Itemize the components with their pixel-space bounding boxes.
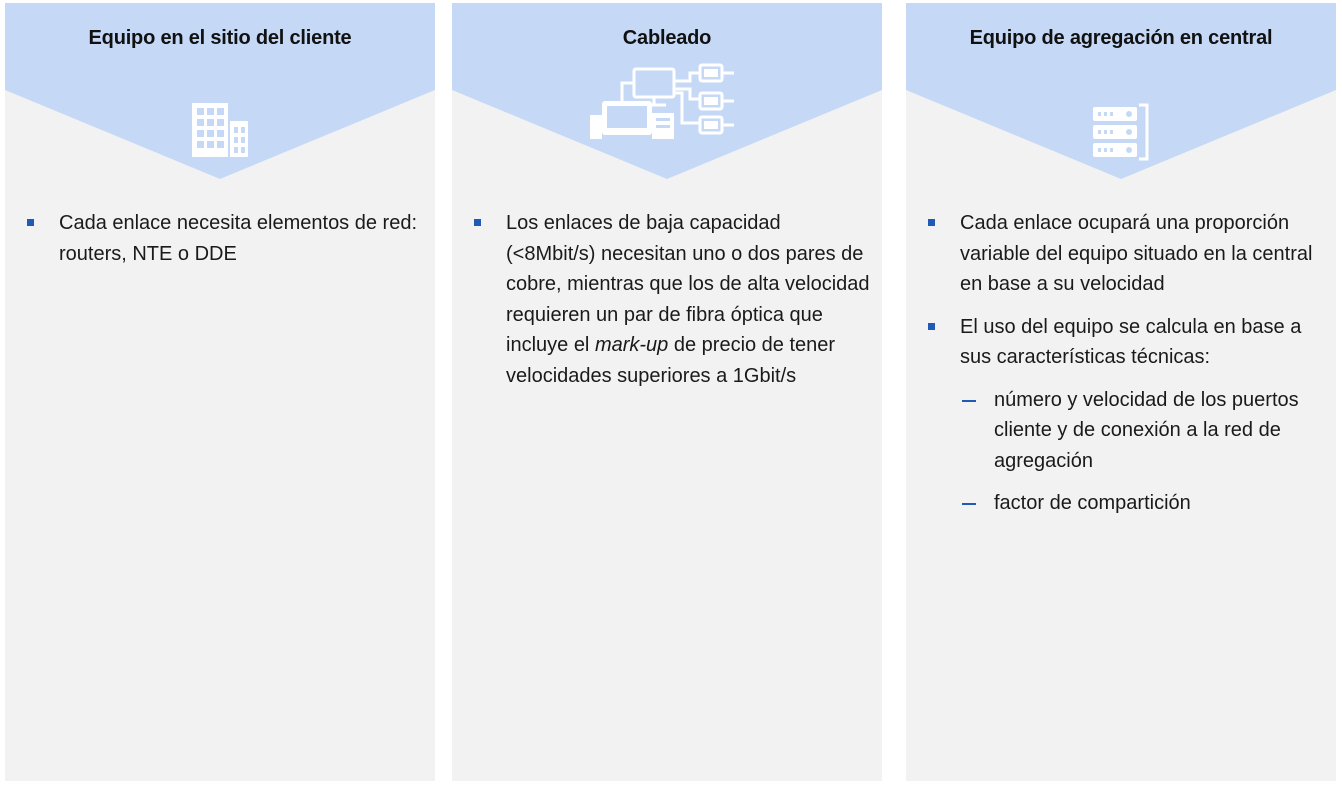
square-bullet-icon (27, 219, 34, 226)
bullet-list (906, 208, 1336, 531)
sub-item-text: número y velocidad de los puertos cliente y de conexión a la red de agregación (994, 388, 1299, 472)
panel-cabling (452, 3, 882, 781)
sub-list-item (906, 385, 1336, 477)
square-bullet-icon (474, 219, 481, 226)
dash-bullet-icon (962, 400, 976, 402)
panel-title: Equipo de agregación en central (969, 27, 1273, 49)
dash-bullet-icon (962, 503, 976, 505)
list-item (906, 208, 1336, 300)
panel-customer-site-equipment (5, 3, 435, 781)
list-item (906, 312, 1336, 373)
bullet-text-start: Los enlaces de baja capacidad (<8Mbit/s) necesitan uno o dos pares de cobre, mientras que los de alta velocidad requieren un par de fibra óptica que incluye el (506, 212, 870, 356)
bullet-text-emphasis: mark-up (594, 334, 669, 356)
network-cabling-icon (582, 61, 752, 145)
sub-list-item (906, 488, 1336, 519)
building-icon (190, 99, 250, 159)
square-bullet-icon (928, 323, 935, 330)
bullet-text: Cada enlace necesita elementos de red: routers, NTE o DDE (59, 212, 418, 265)
panel-aggregation-equipment (906, 3, 1336, 781)
bullet-text: El uso del equipo se calcula en base a sus características técnicas: (960, 315, 1302, 368)
bullet-list (5, 208, 435, 281)
square-bullet-icon (928, 219, 935, 226)
server-rack-icon (1089, 103, 1153, 161)
list-item (452, 208, 882, 391)
bullet-text: Cada enlace ocupará una proporción variable del equipo situado en la central en base a su velocidad (960, 212, 1313, 295)
panel-title: Cableado (622, 27, 712, 49)
bullet-list (452, 208, 882, 403)
panel-title: Equipo en el sitio del cliente (88, 27, 352, 49)
bullet-text-end: de precio de tener velocidades superiores a 1Gbit/s (506, 334, 836, 387)
sub-item-text: factor de compartición (994, 492, 1191, 514)
list-item (5, 208, 435, 269)
